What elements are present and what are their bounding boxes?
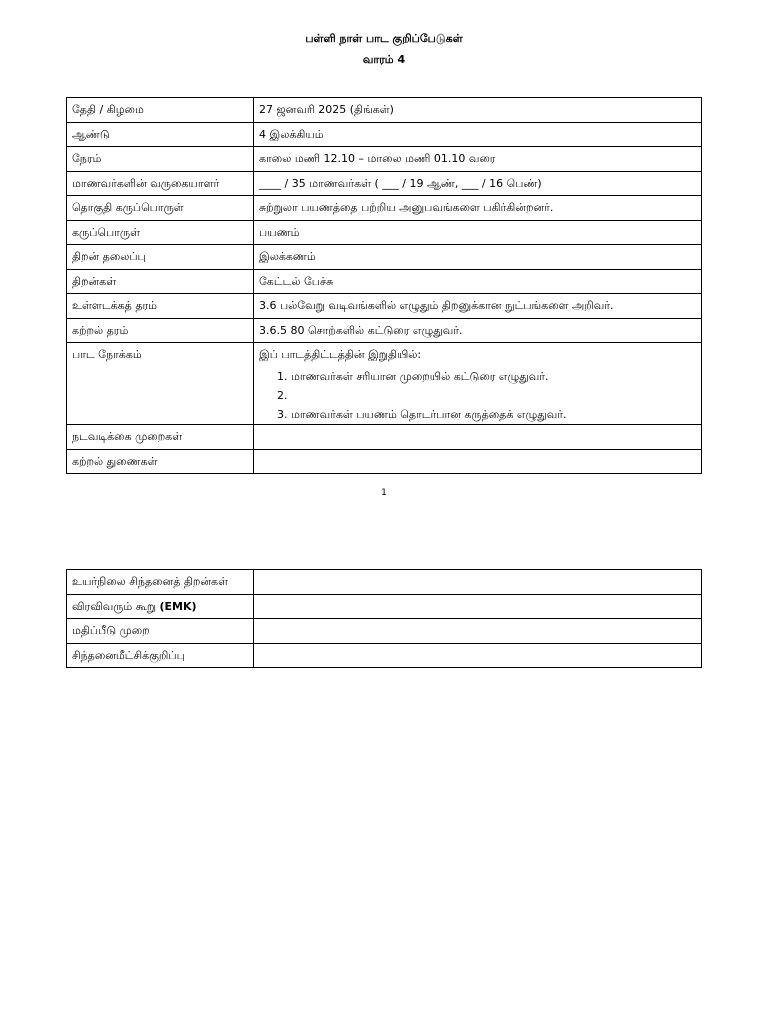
table-row	[67, 570, 702, 595]
row-value: பயணம்	[254, 220, 702, 245]
emk-abbreviation: (EMK)	[159, 599, 197, 613]
row-value: சுற்றுலா பயணத்தை பற்றிய அனுபவங்களை பகிர்கின்றனர்.	[254, 196, 702, 221]
row-value	[254, 570, 702, 595]
table-row	[67, 619, 702, 644]
table-row	[67, 449, 702, 474]
row-label: நடவடிக்கை முறைகள்	[67, 425, 254, 450]
table-row	[67, 98, 702, 123]
row-label: திறன் தலைப்பு	[67, 245, 254, 270]
table-row	[67, 122, 702, 147]
row-label: உயர்நிலை சிந்தனைத் திறன்கள்	[67, 570, 254, 595]
table-row	[67, 594, 702, 619]
row-label: கற்றல் துணைகள்	[67, 449, 254, 474]
row-label: நேரம்	[67, 147, 254, 172]
reflection-table	[66, 569, 702, 668]
page-number: 1	[381, 488, 387, 498]
lesson-plan-table	[66, 97, 702, 474]
table-row	[67, 318, 702, 343]
table-row	[67, 220, 702, 245]
table-row	[67, 147, 702, 172]
row-label: கற்றல் தரம்	[67, 318, 254, 343]
objective-item	[291, 386, 696, 405]
objectives-intro: இப் பாடத்திட்டத்தின் இறுதியில்:	[259, 348, 422, 361]
row-value	[254, 619, 702, 644]
table-row	[67, 269, 702, 294]
document-title: பள்ளி நாள் பாட குறிப்பேடுகள்	[305, 32, 463, 45]
row-label: சிந்தனைமீட்சிக்குறிப்பு	[67, 643, 254, 668]
row-value	[254, 425, 702, 450]
objectives-cell	[254, 343, 702, 425]
row-value: ____ / 35 மாணவர்கள் ( ___ / 19 ஆண், ___ / 16 பெண்)	[254, 171, 702, 196]
table-row	[67, 171, 702, 196]
row-value: 4 இலக்கியம்	[254, 122, 702, 147]
objective-item: 3. மாணவர்கள் பயணம் தொடர்பான கருத்தைக் எழுதுவர்.	[291, 405, 696, 424]
row-value: 3.6.5 80 சொற்களில் கட்டுரை எழுதுவர்.	[254, 318, 702, 343]
row-label: கருப்பொருள்	[67, 220, 254, 245]
objectives-row	[67, 343, 702, 425]
objectives-label: பாட நோக்கம்	[67, 343, 254, 425]
table-row	[67, 425, 702, 450]
row-label: மதிப்பீடு முறை	[67, 619, 254, 644]
row-label: தேதி / கிழமை	[67, 98, 254, 123]
row-label-text: விரவிவரும் கூறு	[72, 599, 160, 613]
row-value: 3.6 பல்வேறு வடிவங்களில் எழுதும் திறனுக்கான நுட்பங்களை அறிவர்.	[254, 294, 702, 319]
row-value	[254, 643, 702, 668]
row-label: மாணவர்களின் வருகையாளர்	[67, 171, 254, 196]
table-row	[67, 294, 702, 319]
row-value: இலக்கணம்	[254, 245, 702, 270]
objectives-list	[259, 367, 696, 424]
row-value: 27 ஜனவரி 2025 (திங்கள்)	[254, 98, 702, 123]
row-label	[67, 594, 254, 619]
row-label: திறன்கள்	[67, 269, 254, 294]
row-value	[254, 594, 702, 619]
row-label: உள்ளடக்கத் தரம்	[67, 294, 254, 319]
week-label: வாரம் 4	[362, 53, 406, 66]
row-value: காலை மணி 12.10 – மாலை மணி 01.10 வரை	[254, 147, 702, 172]
table-row	[67, 196, 702, 221]
table-row	[67, 643, 702, 668]
objective-item: 1. மாணவர்கள் சரியான முறையில் கட்டுரை எழுதுவர்.	[291, 367, 696, 386]
row-value: கேட்டல் பேச்சு	[254, 269, 702, 294]
row-value	[254, 449, 702, 474]
row-label: தொகுதி கருப்பொருள்	[67, 196, 254, 221]
row-label: ஆண்டு	[67, 122, 254, 147]
table-row	[67, 245, 702, 270]
